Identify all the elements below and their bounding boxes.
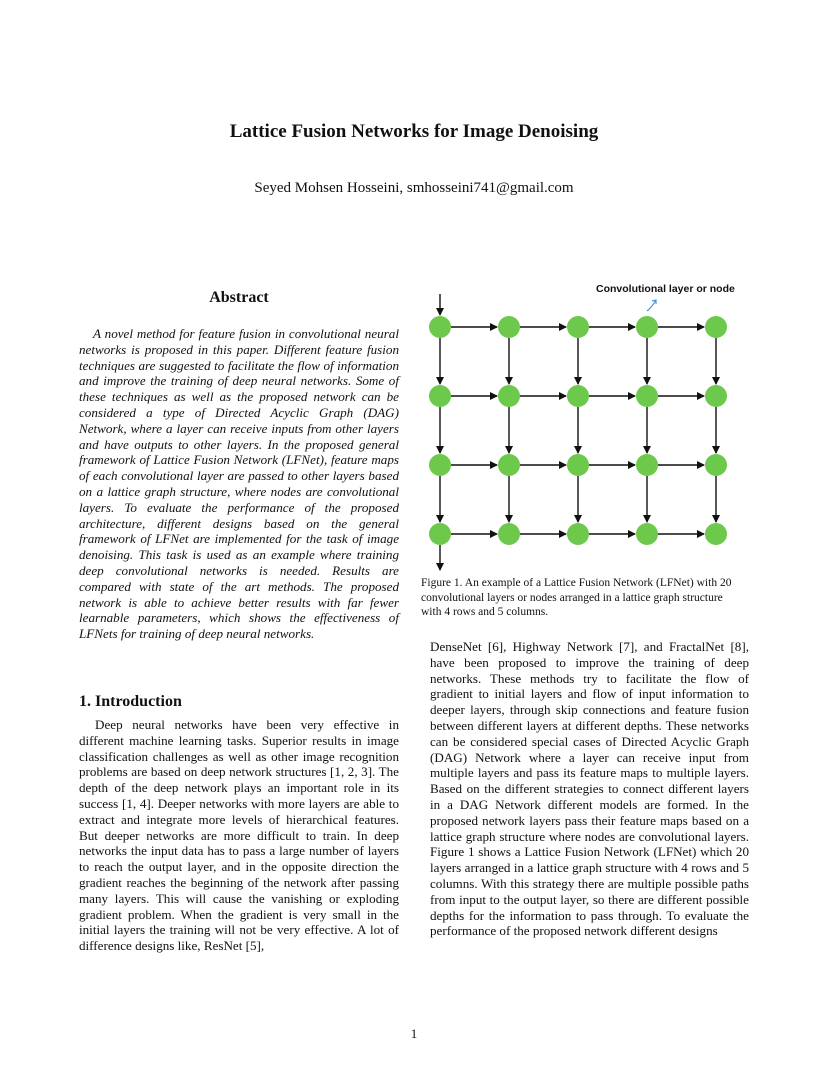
paper-title: Lattice Fusion Networks for Image Denoising bbox=[229, 121, 599, 142]
lattice-node bbox=[636, 523, 658, 545]
lattice-node bbox=[705, 316, 727, 338]
lattice-node bbox=[567, 385, 589, 407]
figure-caption: Figure 1. An example of a Lattice Fusion Network (LFNet) with 20 convolutional layers or nodes arranged in a lattice graph structure with 4 rows and 5 columns. bbox=[421, 577, 732, 618]
lattice-node bbox=[567, 454, 589, 476]
right-column-body bbox=[430, 639, 749, 939]
abstract-paragraph: A novel method for feature fusion in convolutional neural networks is proposed in this paper. Different feature fusion techniques are suggested to facilitate the flow of information and improve the training of deep neural networks. Some of these techniques as well as the proposed network can be considered a type of Directed Acyclic Graph (DAG) Network, where a layer can receive inputs from other layers and have outputs to other layers. In the proposed general framework of Lattice Fusion Network (LFNet), feature maps of each convolutional layer are passed to other layers based on a lattice graph structure, where nodes are convolutional layers. To evaluate the performance of the proposed architecture, different designs based on the general framework of LFNet are implemented for the task of image denoising. This task is used as an example where training deep convolutional networks is needed. Results are compared with state of the art methods. The proposed network is able to achieve better results with far fewer learnable parameters, which shows the effectiveness of LFNets for training of deep neural networks. bbox=[79, 326, 399, 642]
lattice-node bbox=[636, 454, 658, 476]
introduction-paragraph: Deep neural networks have been very effective in different machine learning tasks. Superior results in image classification challenges as well as other image recognition problems are based on deep network structures [1, 2, 3]. The depth of the deep network plays an important role in its success [1, 4]. Deeper networks with more layers are able to extract and integrate more levels of hierarchical features. But deeper networks are more difficult to train. In deep networks the input data has to pass a large number of layers to reach the output layer, and in the opposite direction the gradient reaches the beginning of the network after passing many layers. This will cause the vanishing or exploding gradient problem. When the gradient is very small in the initial layers the training will not be very effective. A lot of difference designs like, ResNet [5], bbox=[79, 717, 399, 954]
section-heading-introduction: 1. Introduction bbox=[79, 693, 182, 710]
page-number: 1 bbox=[410, 1026, 418, 1041]
abstract-body bbox=[79, 326, 399, 642]
right-column-paragraph: DenseNet [6], Highway Network [7], and FractalNet [8], have been proposed to improve the training of deep networks. These methods try to facilitate the flow of gradient to initial layers and flow of input information to deeper layers, through skip connections and feature fusion between different layers at different depths. These networks can be considered special cases of Directed Acyclic Graph (DAG) Network where a layer can receive input from multiple layers and pass its feature maps to multiple layers. Based on the different strategies to connect different layers in a DAG Network different models are formed. In the proposed network layers pass their feature maps based on a lattice graph structure where nodes are convolutional layers. Figure 1 shows a Lattice Fusion Network (LFNet) which 20 layers arranged in a lattice graph structure with 4 rows and 5 columns. With this strategy there are multiple possible paths from input to the output layer, so there are different possible depths for the information to pass through. To evaluate the performance of the proposed network different designs bbox=[430, 639, 749, 939]
lattice-node bbox=[705, 523, 727, 545]
annotation-arrow-icon bbox=[647, 300, 656, 311]
lattice-node bbox=[498, 316, 520, 338]
lattice-node bbox=[429, 385, 451, 407]
lattice-node bbox=[636, 385, 658, 407]
lattice-node bbox=[498, 385, 520, 407]
lattice-node bbox=[429, 454, 451, 476]
figure-annotation-label: Convolutional layer or node bbox=[596, 283, 735, 295]
lattice-node bbox=[567, 523, 589, 545]
lattice-node bbox=[705, 454, 727, 476]
introduction-body bbox=[79, 717, 399, 954]
lattice-node bbox=[498, 523, 520, 545]
lattice-node bbox=[567, 316, 589, 338]
lattice-network-figure bbox=[420, 278, 750, 573]
lattice-node bbox=[498, 454, 520, 476]
lattice-node bbox=[636, 316, 658, 338]
lattice-node bbox=[429, 523, 451, 545]
lattice-node bbox=[705, 385, 727, 407]
abstract-heading: Abstract bbox=[209, 289, 269, 306]
lattice-node bbox=[429, 316, 451, 338]
author-line: Seyed Mohsen Hosseini, smhosseini741@gmail.com bbox=[254, 180, 574, 196]
